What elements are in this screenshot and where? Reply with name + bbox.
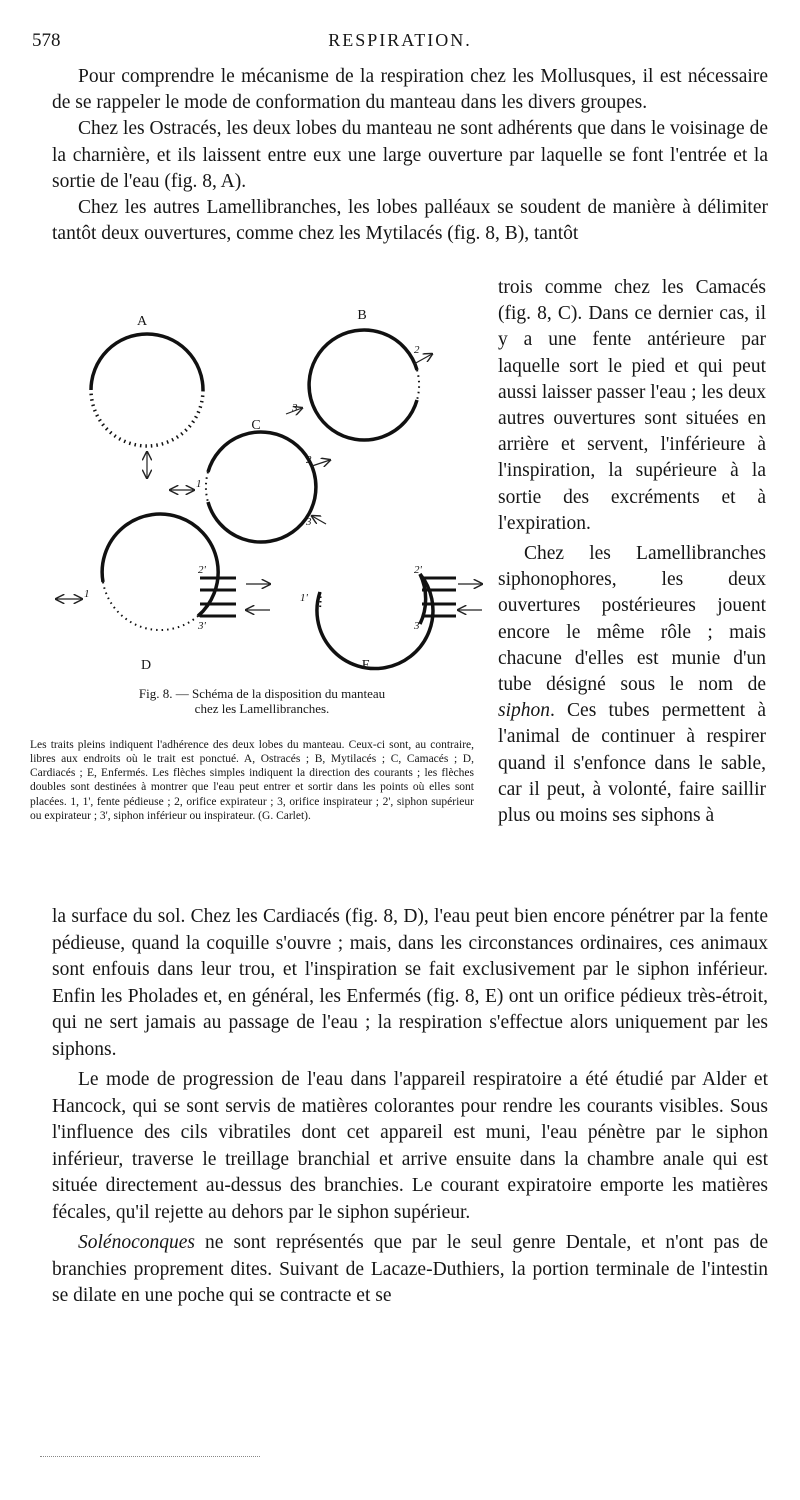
figure-label-b: B bbox=[357, 308, 367, 323]
paragraph bbox=[498, 541, 766, 829]
footer-rule bbox=[40, 1456, 260, 1457]
figure-caption bbox=[72, 686, 452, 716]
figure-number: 2 bbox=[414, 344, 420, 356]
figure-number: 1 bbox=[196, 478, 202, 490]
term-siphon: siphon bbox=[498, 700, 551, 722]
figure-number: 3 bbox=[306, 516, 312, 528]
mantle-diagram bbox=[30, 302, 484, 702]
text-run: Chez les Lamellibranches siphonophores, les deux ouvertures postérieures jouent encore le même rôle ; mais chacune d'elles est munie d'un tube désigné sous le nom de bbox=[498, 543, 766, 696]
figure-number: 2 bbox=[306, 454, 312, 466]
caption-line: chez les Lamellibranches. bbox=[194, 701, 330, 716]
paragraph bbox=[52, 1230, 768, 1310]
figure-number: 3 bbox=[292, 402, 298, 414]
figure-8 bbox=[30, 302, 484, 702]
diagram-b bbox=[286, 330, 432, 440]
paragraph: Le mode de progression de l'eau dans l'appareil respiratoire a été étudié par Alder et Hancock, qui se sont servis de matières colorantes pour rendre les courants visibles. Sous l'influence des cils vibratiles dont cet appareil est muni, l'eau pénètre par le siphon inférieur, traverse le treillage branchial et arrive ensuite dans la chambre anale qui est située directement au-dessus des branchies. Le courant expiratoire emporte les matières fécales, qu'il rejette au dehors par le siphon supérieur. bbox=[52, 1069, 768, 1223]
figure-number: 1' bbox=[300, 592, 308, 604]
running-title: RESPIRATION. bbox=[328, 30, 472, 50]
figure-number: 3' bbox=[198, 620, 206, 632]
paragraph: Pour comprendre le mécanisme de la respiration chez les Mollusques, il est nécessaire de se rappeler le mode de conformation du manteau dans les divers groupes. bbox=[52, 66, 768, 114]
figure-label-d: D bbox=[140, 658, 152, 673]
continuation-text bbox=[52, 904, 768, 1310]
paragraph: la surface du sol. Chez les Cardiacés (fig. 8, D), l'eau peut bien encore pénétrer par la fente pédieuse, quand la coquille s'ouvre ; mais, dans les circonstances ordinaires, ces animaux sont enfouis dans leur trou, et l'inspiration se fait exclusivement par le siphon inférieur. Enfin les Pholades et, en général, les Enfermés (fig. 8, E) ont un orifice pédieux très-étroit, qui ne sert jamais au passage de l'eau ; la respiration s'effectue alors uniquement par les siphons. bbox=[52, 906, 768, 1060]
paragraph: Chez les autres Lamellibranches, les lobes palléaux se soudent de manière à délimiter tantôt deux ouvertures, comme chez les Mytilacés (fig. 8, B), tantôt bbox=[52, 197, 768, 245]
term-solenoconques: Solénoconques bbox=[78, 1232, 195, 1253]
paragraph: Chez les Ostracés, les deux lobes du manteau ne sont adhérents que dans le voisinage de la charnière, et ils laissent entre eux une large ouverture par laquelle se font l'entrée et la sortie de l'eau (fig. 8, A). bbox=[52, 118, 768, 192]
figure-label-c: C bbox=[251, 418, 261, 433]
diagram-e bbox=[317, 574, 482, 669]
intro-text bbox=[52, 64, 768, 247]
figure-legend: Les traits pleins indiquent l'adhérence des deux lobes du manteau. Ceux-ci sont, au contraire, libres aux endroits où le trait est ponctué. A, Ostracés ; B, Mytilacés ; C, Camacés ; D, Cardiacés ; E, Enfermés. Les flèches simples indiquent la direction des courants ; les flèches doubles sont destinées à montrer que l'eau peut entrer et sortir dans les points où elles sont placées. 1, 1', fente pédieuse ; 2, orifice expirateur ; 3, orifice inspirateur ; 2', siphon supérieur ou expirateur ; 3', siphon inférieur ou inspirateur. (G. Carlet). bbox=[30, 738, 474, 822]
paragraph: trois comme chez les Camacés (fig. 8, C). Dans ce dernier cas, il y a une fente antérieure par laquelle sort le pied et qui peut aussi laisser passer l'eau ; les deux autres ouvertures sont situées en arrière et servent, l'inférieure à l'inspiration, la supérieure à la sortie des excréments et à l'expiration. bbox=[498, 277, 766, 534]
page-header bbox=[32, 30, 768, 56]
figure-number: 1 bbox=[84, 588, 90, 600]
figure-label-e: E bbox=[361, 658, 371, 673]
figure-number: 2' bbox=[198, 564, 206, 576]
diagram-d bbox=[56, 514, 270, 630]
diagram-a bbox=[91, 334, 203, 478]
figure-label-a: A bbox=[136, 314, 148, 329]
page-number: 578 bbox=[32, 30, 61, 51]
right-column-text bbox=[498, 275, 766, 829]
text-run: . Ces tubes permettent à l'animal de continuer à respirer quand il s'enfonce dans le sable, car il peut, à volonté, faire saillir plus ou moins ses siphons à bbox=[498, 700, 766, 827]
figure-number: 3' bbox=[414, 620, 422, 632]
figure-number: 2' bbox=[414, 564, 422, 576]
text-run: ne sont représentés que par le seul genre Dentale, et n'ont pas de branchies proprement dites. Suivant de Lacaze-Duthiers, la portion terminale de l'intestin se dilate en une poche qui se contracte et se bbox=[52, 1232, 768, 1306]
caption-line: Fig. 8. — Schéma de la disposition du manteau bbox=[138, 686, 386, 701]
